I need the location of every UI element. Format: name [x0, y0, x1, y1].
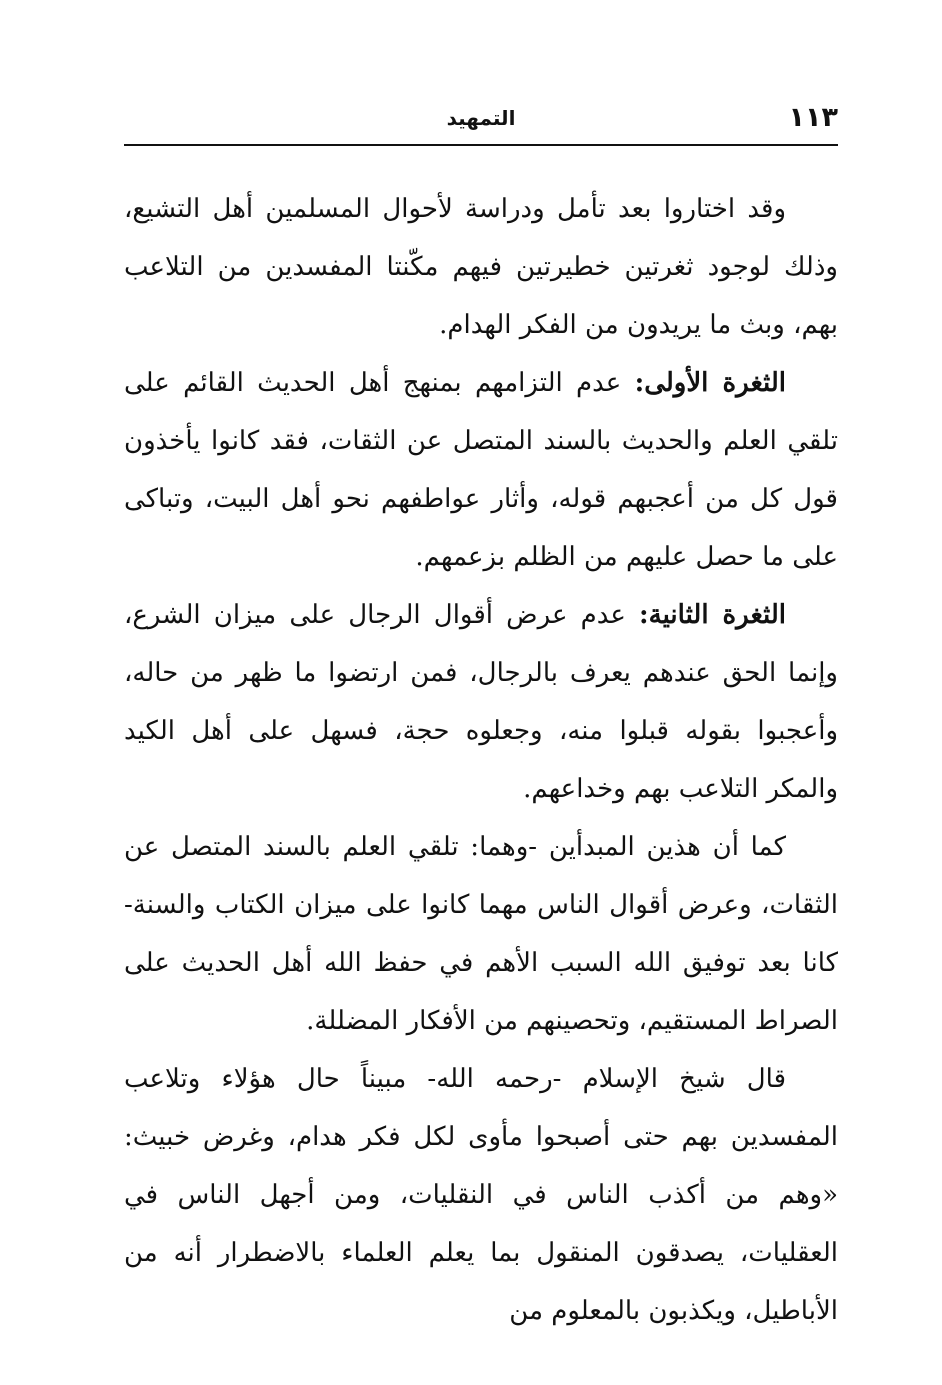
paragraph-quotation	[124, 1050, 838, 1340]
paragraph-text: عدم عرض أقوال الرجال على ميزان الشرع، وإنما الحق عندهم يعرف بالرجال، فمن ارتضوا ما ظهر من حاله، وأعجبوا بقوله قبلوا منه، وجعلوه حجة، فسهل على أهل الكيد والمكر التلاعب بهم وخداعهم.	[124, 600, 838, 804]
body-text	[124, 180, 838, 1340]
page-number: ١١٣	[788, 102, 838, 133]
running-title: التمهيد	[446, 106, 516, 130]
paragraph-text: قال شيخ الإسلام -رحمه الله- مبيناً حال هؤلاء وتلاعب المفسدين بهم حتى أصبحوا مأوى لكل فكر هدام، وغرض خبيث: «وهم من أكذب الناس في النقليات، ومن أجهل الناس في العقليات، يصدقون المنقول بما يعلم العلماء بالاضطرار أنه من الأباطيل، ويكذبون بالمعلوم من	[124, 1064, 838, 1326]
paragraph-text: كما أن هذين المبدأين -وهما: تلقي العلم بالسند المتصل عن الثقات، وعرض أقوال الناس مهما كانوا على ميزان الكتاب والسنة-كانا بعد توفيق الله السبب الأهم في حفظ الله أهل الحديث على الصراط المستقيم، وتحصينهم من الأفكار المضللة.	[124, 832, 838, 1036]
paragraph-intro	[124, 180, 838, 354]
header-rule	[124, 144, 838, 146]
paragraph-lead-heading: الثغرة الأولى:	[634, 368, 786, 398]
paragraph-lead-heading: الثغرة الثانية:	[639, 600, 787, 630]
paragraph-text: عدم التزامهم بمنهج أهل الحديث القائم على تلقي العلم والحديث بالسند المتصل عن الثقات، فقد كانوا يأخذون قول كل من أعجبهم قوله، وأثار عواطفهم نحو أهل البيت، وتباكى على ما حصل عليهم من الظلم بزعمهم.	[124, 368, 838, 572]
page-header	[124, 98, 838, 144]
paragraph-two-principles	[124, 818, 838, 1050]
paragraph-first-gap	[124, 354, 838, 586]
paragraph-second-gap	[124, 586, 838, 818]
paragraph-text: وقد اختاروا بعد تأمل ودراسة لأحوال المسلمين أهل التشيع، وذلك لوجود ثغرتين خطيرتين فيهم مكّنتا المفسدين من التلاعب بهم، وبث ما يريدون من الفكر الهدام.	[124, 194, 838, 340]
